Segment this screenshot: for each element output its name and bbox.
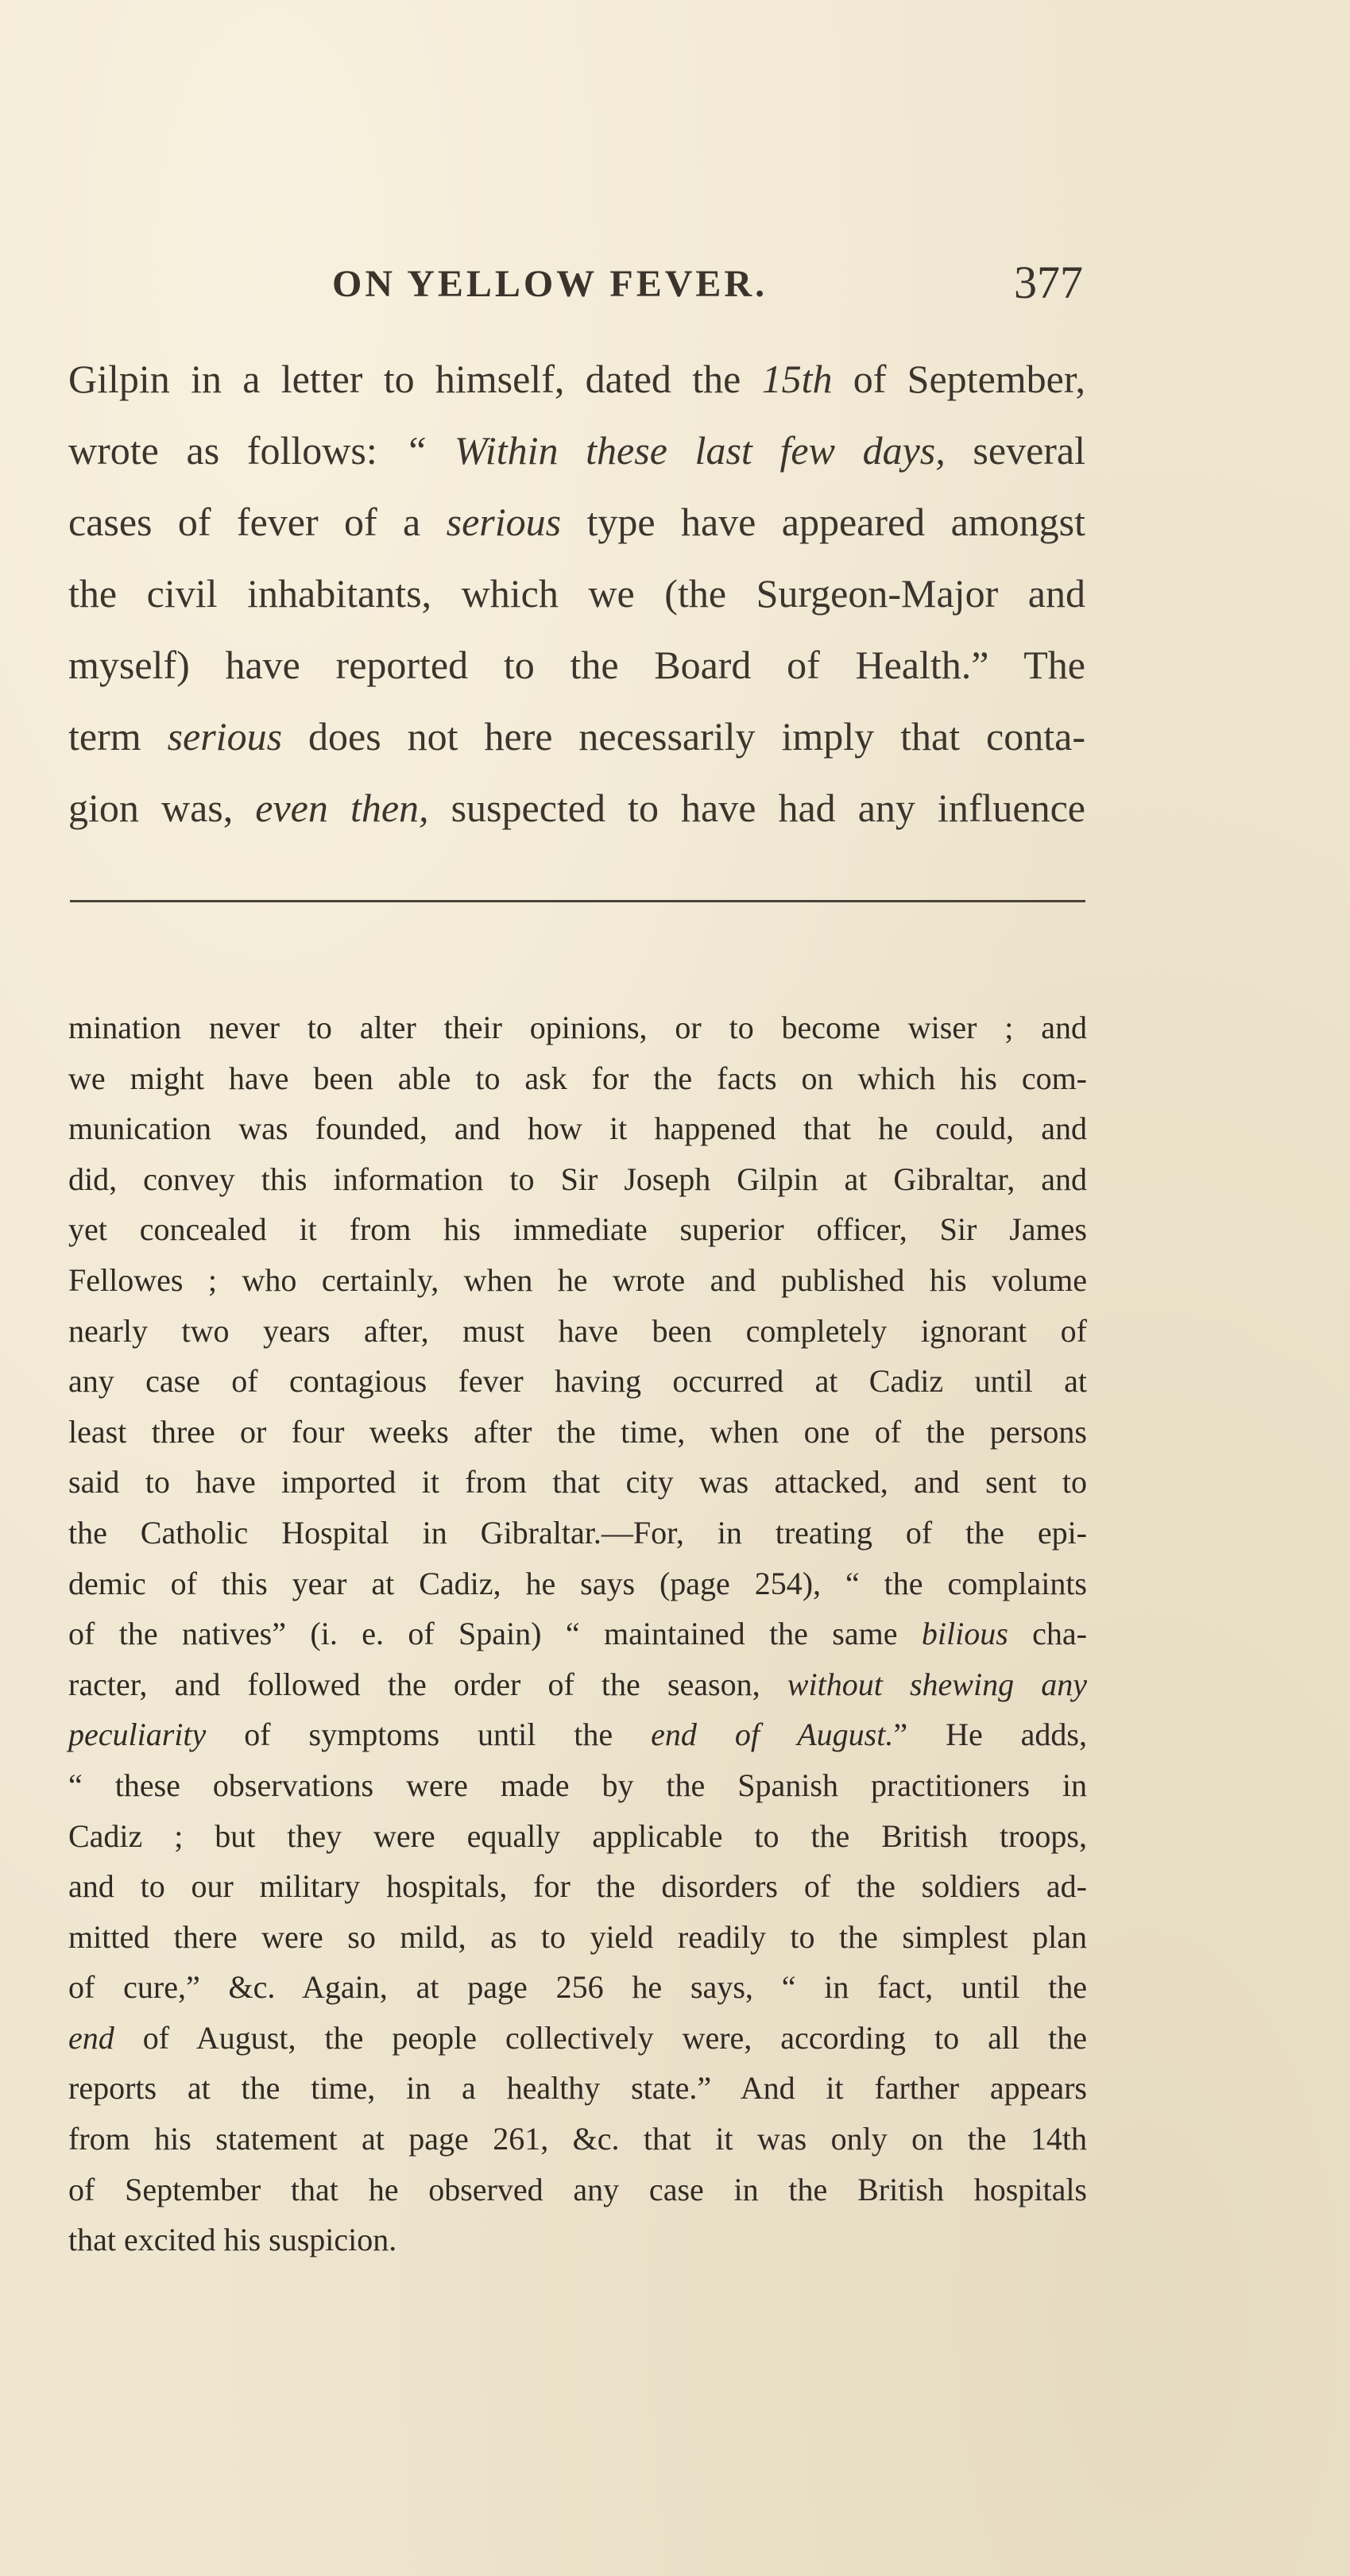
text-run: of symptoms until the xyxy=(206,1717,652,1753)
text-run: nearly two years after, must have been completely ignorant of xyxy=(68,1312,1087,1349)
italic-text: 15th xyxy=(761,357,833,401)
text-run: Gilpin in a letter to himself, dated the xyxy=(68,357,762,401)
footnote-line xyxy=(68,1508,1087,1558)
footnote-line xyxy=(68,1356,1087,1407)
text-run: of August, the people collectively were, according to all the xyxy=(114,2019,1087,2056)
footnote xyxy=(68,1002,1087,2265)
text-run: mination never to alter their opinions, or to become wiser ; and xyxy=(68,1010,1087,1045)
main-text-line xyxy=(68,486,1085,558)
text-run: did, convey this information to Sir Joseph Gilpin at Gibraltar, and xyxy=(68,1161,1087,1197)
running-head-title: ON YELLOW FEVER. xyxy=(332,263,768,305)
text-run: of cure,” &c. Again, at page 256 he says, “ in fact, until the xyxy=(68,1969,1087,2006)
main-text-line xyxy=(68,558,1085,629)
footnote-line xyxy=(68,1457,1087,1508)
main-text-line xyxy=(68,701,1085,772)
footnote-line xyxy=(68,1053,1087,1104)
text-run: cases of fever of a xyxy=(68,500,447,544)
italic-text: peculiarity xyxy=(68,1717,207,1753)
text-run: Fellowes ; who certainly, when he wrote and published his volume xyxy=(68,1261,1087,1298)
page-number: 377 xyxy=(1014,257,1083,308)
text-run: myself) have reported to the Board of Health.” The xyxy=(68,643,1085,687)
text-run: gion was, xyxy=(68,786,256,830)
italic-text: end of August. xyxy=(651,1717,894,1753)
italic-text: serious xyxy=(167,714,283,759)
footnote-line xyxy=(68,1103,1087,1154)
footnote-line xyxy=(68,1407,1087,1458)
main-text-line xyxy=(68,629,1085,701)
text-run: wrote as follows: xyxy=(68,428,405,473)
main-text-line xyxy=(68,343,1085,415)
footnote-line xyxy=(68,1912,1087,1963)
text-run: the Catholic Hospital in Gibraltar.—For, in treating of the epi- xyxy=(68,1514,1087,1551)
italic-text: “ Within these last few days, xyxy=(404,428,946,473)
text-run: several xyxy=(945,428,1086,473)
footnote-line xyxy=(68,1558,1087,1609)
footnote-line xyxy=(68,1609,1087,1659)
text-run: ” He adds, xyxy=(893,1717,1087,1753)
text-run: Cadiz ; but they were equally applicable to the British troops, xyxy=(68,1817,1087,1854)
text-run: demic of this year at Cadiz, he says (page 254), “ the complaints xyxy=(68,1565,1087,1601)
text-run: of September, xyxy=(832,357,1085,401)
footnote-rule xyxy=(70,900,1085,902)
text-run: of September that he observed any case in the British hospitals xyxy=(68,2171,1087,2207)
main-text-line xyxy=(68,415,1085,486)
text-run: from his statement at page 261, &c. that it was only on the 14th xyxy=(68,2121,1087,2157)
footnote-line xyxy=(68,2063,1087,2114)
footnote-line xyxy=(68,1811,1087,1862)
italic-text: without shewing any xyxy=(787,1666,1087,1702)
text-run: does not here necessarily imply that conta- xyxy=(282,714,1085,759)
italic-text: bilious xyxy=(921,1616,1008,1652)
text-run: suspected to have had any influence xyxy=(428,786,1085,830)
footnote-line xyxy=(68,2114,1087,2165)
text-run: that excited his suspicion. xyxy=(68,2222,397,2258)
footnote-line xyxy=(68,1306,1087,1357)
footnote-line xyxy=(68,2165,1087,2215)
footnote-line xyxy=(68,1962,1087,2013)
footnote-line xyxy=(68,2013,1087,2064)
text-run: of the natives” (i. e. of Spain) “ maintained the same xyxy=(68,1616,922,1652)
text-run: mitted there were so mild, as to yield readily to the simplest plan xyxy=(68,1918,1087,1955)
text-run: type have appeared amongst xyxy=(561,500,1086,544)
text-run: yet concealed it from his immediate superior officer, Sir James xyxy=(68,1211,1087,1248)
text-run: the civil inhabitants, which we (the Surgeon-Major and xyxy=(68,571,1085,616)
running-head xyxy=(70,256,1083,311)
text-run: least three or four weeks after the time, when one of the persons xyxy=(68,1413,1087,1450)
footnote-line xyxy=(68,2215,1087,2265)
text-run: any case of contagious fever having occurred at Cadiz until at xyxy=(68,1363,1087,1400)
text-run: cha- xyxy=(1008,1616,1087,1652)
footnote-line xyxy=(68,1861,1087,1912)
footnote-line xyxy=(68,1760,1087,1811)
footnote-line xyxy=(68,1659,1087,1710)
text-run: racter, and followed the order of the season, xyxy=(68,1666,787,1702)
footnote-line xyxy=(68,1204,1087,1255)
text-run: reports at the time, in a healthy state.” And it farther appears xyxy=(68,2070,1087,2107)
main-text xyxy=(68,343,1085,844)
footnote-line xyxy=(68,1154,1087,1205)
italic-text: even then, xyxy=(255,786,429,830)
footnote-line xyxy=(68,1709,1087,1760)
text-run: we might have been able to ask for the facts on which his com- xyxy=(68,1060,1087,1096)
text-run: said to have imported it from that city was attacked, and sent to xyxy=(68,1464,1087,1500)
footnote-line xyxy=(68,1255,1087,1306)
footnote-line xyxy=(68,1002,1087,1053)
text-run: munication was founded, and how it happened that he could, and xyxy=(68,1110,1087,1147)
main-text-line xyxy=(68,772,1085,844)
text-run: “ these observations were made by the Spanish practitioners in xyxy=(68,1767,1087,1803)
italic-text: serious xyxy=(446,500,562,544)
italic-text: end xyxy=(68,2019,114,2056)
text-run: term xyxy=(68,714,168,759)
text-run: and to our military hospitals, for the disorders of the soldiers ad- xyxy=(68,1868,1087,1905)
